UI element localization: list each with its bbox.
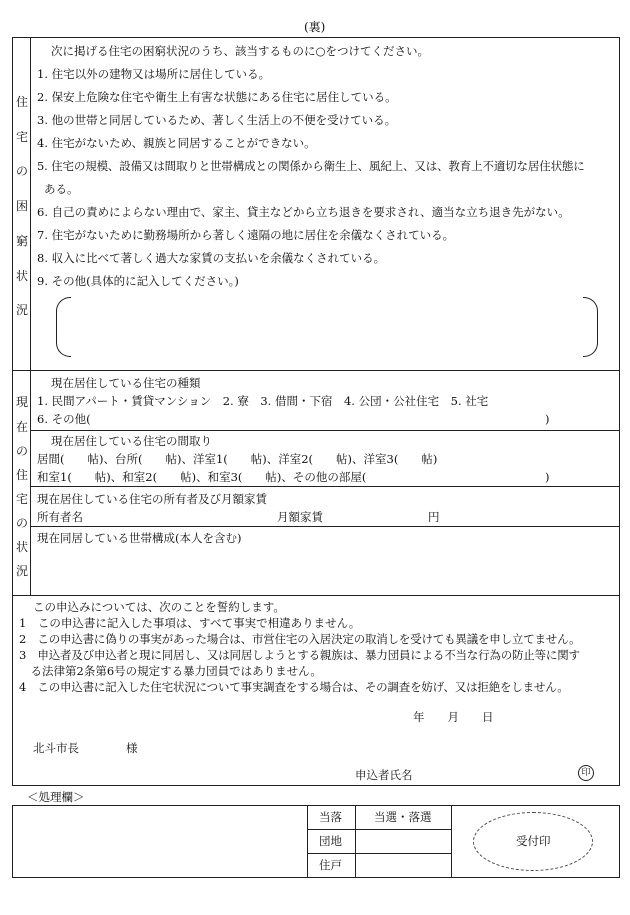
page-side-label: (裏) xyxy=(304,20,326,34)
household-field[interactable] xyxy=(34,548,614,592)
type-row-bottom xyxy=(30,430,620,431)
owner-row-bottom xyxy=(30,526,620,527)
hardship-item[interactable]: 1. 住宅以外の建物又は場所に居住している。 xyxy=(37,67,271,81)
hardship-item[interactable]: 6. 自己の責めによらない理由で、家主、貸主などから立ち退きを要求され、適当な立ち退き先がない。 xyxy=(37,205,570,219)
hardship-intro: 次に掲げる住宅の困窮状況のうち、該当するものに○をつけてください。 xyxy=(51,44,430,58)
row-label-complex: 団地 xyxy=(319,834,342,848)
pledge-item-continuation: る法律第2条第6号の規定する暴力団員ではありません。 xyxy=(19,664,322,678)
housing-type-options[interactable]: 1. 民間アパート・賃貸マンション 2. 寮 3. 借間・下宿 4. 公団・公社住宅 5. 社宅 xyxy=(37,394,489,408)
side-char: の xyxy=(15,164,28,178)
seal-mark-icon: 印 xyxy=(578,765,594,781)
side-char: 困 xyxy=(15,199,28,213)
table-line xyxy=(307,853,451,854)
room-layout-title: 現在居住している住宅の間取り xyxy=(51,434,212,448)
layout-row-bottom xyxy=(30,486,620,487)
hardship-section-bottom xyxy=(12,370,620,371)
pledge-item: 3 申込者及び申込者と現に同居し、又は同居しようとする親族は、暴力団員による不当な行為の防止等に関す xyxy=(19,648,580,662)
table-line xyxy=(307,805,308,878)
monthly-rent-label: 月額家賃 xyxy=(277,510,323,524)
hardship-item-continuation: ある。 xyxy=(44,182,79,196)
housing-type-other-close: ) xyxy=(545,412,550,426)
hardship-item[interactable]: 9. その他(具体的に記入してください。) xyxy=(37,274,239,288)
room-layout-row2[interactable]: 和室1( 帖)、和室2( 帖)、和室3( 帖)、その他の部屋( xyxy=(37,470,367,484)
side-char: 住 xyxy=(15,468,28,482)
label-column-divider xyxy=(30,37,31,595)
room-layout-row2-close: ) xyxy=(545,470,550,484)
row-label-result: 当落 xyxy=(319,810,342,824)
pledge-intro: この申込みについては、次のことを誓約します。 xyxy=(33,600,285,614)
side-char: 窮 xyxy=(15,234,28,248)
side-char: 宅 xyxy=(15,130,28,144)
other-details-field[interactable] xyxy=(56,297,598,357)
row-label-unit: 住戸 xyxy=(319,858,342,872)
applicant-name-label: 申込者氏名 xyxy=(355,768,413,782)
side-char: 宅 xyxy=(15,492,28,506)
owner-rent-title: 現在居住している住宅の所有者及び月額家賃 xyxy=(37,492,267,506)
housing-type-other[interactable]: 6. その他( xyxy=(37,412,91,426)
side-char: 況 xyxy=(15,564,28,578)
hardship-item[interactable]: 7. 住宅がないために勤務場所から著しく遠隔の地に居住を余儀なくされている。 xyxy=(37,228,455,242)
hardship-item[interactable]: 3. 他の世帯と同居しているため、著しく生活上の不便を受けている。 xyxy=(37,113,397,127)
side-char: 在 xyxy=(15,420,28,434)
side-char: 況 xyxy=(15,303,28,317)
hardship-item[interactable]: 2. 保安上危険な住宅や衛生上有害な状態にある住宅に居住している。 xyxy=(37,90,397,104)
close-bracket xyxy=(583,297,598,357)
household-title: 現在同居している世帯構成(本人を含む) xyxy=(37,531,242,545)
pledge-item: 1 この申込書に記入した事項は、すべて事実で相違ありません。 xyxy=(19,616,361,630)
pledge-item: 4 この申込書に記入した住宅状況について事実調査をする場合は、その調査を妨げ、又は拒絶をしません。 xyxy=(19,680,569,694)
table-line xyxy=(307,829,451,830)
table-line xyxy=(451,805,452,878)
applicant-name-field[interactable] xyxy=(430,762,570,782)
yen-unit: 円 xyxy=(428,510,440,524)
side-char: 住 xyxy=(15,95,28,109)
addressee: 北斗市長 xyxy=(33,741,79,755)
side-char: 状 xyxy=(15,540,28,554)
side-char: 状 xyxy=(15,269,28,283)
current-section-bottom xyxy=(12,595,620,596)
processing-title: ＜処理欄＞ xyxy=(27,790,85,804)
pledge-item: 2 この申込書に偽りの事実があった場合は、市営住宅の入居決定の取消しを受けても異議を申し立てません。 xyxy=(19,632,581,646)
side-char: の xyxy=(15,516,28,530)
addressee-honorific: 様 xyxy=(126,741,138,755)
hardship-item[interactable]: 5. 住宅の規模、設備又は間取りと世帯構成との関係から衛生上、風紀上、又は、教育上不適切な居住状態に xyxy=(37,159,585,173)
owner-name-label: 所有者名 xyxy=(37,510,83,524)
hardship-item[interactable]: 4. 住宅がないため、親族と同居することができない。 xyxy=(37,136,316,150)
side-char: の xyxy=(15,444,28,458)
side-char: 現 xyxy=(15,395,28,409)
date-field[interactable]: 年 月 日 xyxy=(413,710,494,724)
table-line xyxy=(355,805,356,878)
housing-type-title: 現在居住している住宅の種類 xyxy=(51,376,201,390)
open-bracket xyxy=(56,297,71,357)
result-options[interactable]: 当選・落選 xyxy=(374,810,432,824)
room-layout-row1[interactable]: 居間( 帖)、台所( 帖)、洋室1( 帖)、洋室2( 帖)、洋室3( 帖) xyxy=(37,452,438,466)
hardship-item[interactable]: 8. 収入に比べて著しく過大な家賃の支払いを余儀なくされている。 xyxy=(37,251,386,265)
reception-stamp-label: 受付印 xyxy=(516,834,551,848)
